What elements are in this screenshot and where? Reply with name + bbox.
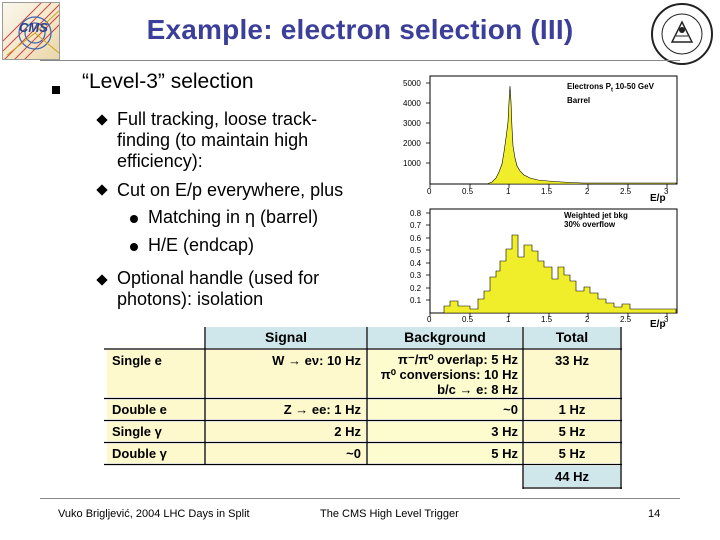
signal-rate: W → eν: 10 Hz — [272, 353, 361, 368]
col-header-signal: Signal — [264, 329, 307, 345]
row-label: Single γ — [112, 424, 162, 439]
signal-rate: 2 Hz — [334, 424, 361, 439]
x-tick-label: 0 — [427, 187, 432, 196]
bullet-line: finding (to maintain high — [117, 130, 309, 150]
plot-bottom-annotation — [564, 211, 628, 229]
x-tick-label: 2 — [585, 187, 590, 196]
x-tick-label: 2.5 — [620, 187, 632, 196]
row-label: Single e — [112, 353, 162, 368]
bullet-line: photons): isolation — [117, 289, 264, 309]
x-tick-label: 2.5 — [620, 315, 632, 324]
diamond-bullet-icon — [96, 184, 107, 195]
total-rate: 5 Hz — [558, 424, 586, 439]
rate-table — [104, 327, 622, 489]
diamond-bullet-icon — [96, 114, 107, 125]
ep-histogram-jet-background-svg — [392, 205, 682, 333]
y-tick-label: 4000 — [403, 99, 421, 108]
ep-histogram-jet-background — [392, 205, 682, 333]
y-tick-label: 5000 — [403, 79, 421, 88]
x-tick-label: 1 — [506, 315, 511, 324]
diamond-bullet-icon — [96, 274, 107, 285]
footer-author: Vuko Brigljević, 2004 LHC Days in Split — [58, 508, 250, 520]
plot-bottom-x-axis-title: E/p — [650, 319, 666, 330]
y-tick-label: 0.4 — [410, 259, 422, 268]
total-rate: 33 Hz — [555, 353, 589, 368]
background-line: π⁻/π⁰ overlap: 5 Hz — [397, 352, 518, 367]
y-tick-label: 3000 — [403, 119, 421, 128]
bullet-cut-ep — [117, 180, 372, 201]
plot-top-annotation — [567, 82, 654, 105]
x-tick-label: 0.5 — [462, 187, 474, 196]
slide-title: Example: electron selection (III) — [146, 14, 574, 45]
x-tick-label: 3 — [664, 187, 669, 196]
x-tick-label: 1.5 — [541, 187, 553, 196]
x-tick-label: 1.5 — [541, 315, 553, 324]
y-tick-label: 0.3 — [410, 271, 422, 280]
y-tick-label: 0.5 — [410, 246, 422, 255]
y-tick-label: 2000 — [403, 139, 421, 148]
row-label: Double γ — [112, 446, 167, 461]
round-bullet-icon — [130, 243, 138, 251]
x-tick-label: 3 — [664, 315, 669, 324]
background-rate: 5 Hz — [491, 446, 518, 461]
bullet-matching-eta: Matching in η (barrel) — [148, 207, 319, 227]
total-rate: 1 Hz — [558, 402, 586, 417]
col-header-background: Background — [404, 329, 486, 345]
y-tick-label: 0.8 — [410, 209, 422, 218]
background-rate: 3 Hz — [491, 424, 518, 439]
background-line: b/c → e: 8 Hz — [437, 382, 518, 397]
bullet-line: Cut on E/p everywhere, plus — [117, 180, 344, 200]
signal-rate: Z → ee: 1 Hz — [283, 402, 361, 417]
plot-top-annotation-line: Barrel — [567, 95, 591, 105]
total-rate: 5 Hz — [558, 446, 586, 461]
square-bullet-icon — [52, 86, 60, 94]
bullet-main: “Level-3” selection — [82, 70, 254, 93]
round-bullet-icon — [130, 215, 138, 223]
background-rate: ~0 — [503, 402, 518, 417]
cms-logo-text: CMS — [19, 20, 48, 35]
background-line: π⁰ conversions: 10 Hz — [380, 367, 518, 382]
y-tick-label: 0.6 — [410, 234, 422, 243]
y-tick-label: 0.1 — [410, 296, 422, 305]
bullet-line: Optional handle (used for — [117, 268, 320, 288]
x-tick-label: 0 — [427, 315, 432, 324]
footer-divider — [40, 498, 680, 499]
x-tick-label: 0.5 — [462, 315, 474, 324]
bullet-full-tracking — [117, 109, 372, 172]
bullet-isolation — [117, 268, 372, 310]
y-tick-label: 0.7 — [410, 221, 422, 230]
plot-bottom-annotation-line: Weighted jet bkg — [564, 211, 628, 220]
grand-total-rate: 44 Hz — [555, 469, 589, 484]
signal-rate: ~0 — [346, 446, 361, 461]
plot-top-annotation-line: Electrons P — [567, 82, 612, 91]
ep-histogram-electrons — [392, 72, 682, 204]
plot-top-x-axis-title: E/p — [650, 193, 666, 204]
bullet-line: efficiency): — [117, 151, 203, 171]
plot-top-annotation-sub: t — [611, 87, 614, 94]
page-number: 14 — [648, 508, 661, 520]
plot-bottom-annotation-line: 30% overflow — [564, 220, 616, 229]
background-rate — [368, 352, 518, 397]
y-tick-label: 1000 — [403, 159, 421, 168]
y-tick-label: 0.2 — [410, 284, 422, 293]
bullet-he-endcap: H/E (endcap) — [148, 235, 255, 255]
x-tick-label: 1 — [506, 187, 511, 196]
footer-talk-title: The CMS High Level Trigger — [320, 508, 459, 520]
bullet-line: Full tracking, loose track- — [117, 109, 318, 129]
title-divider — [40, 60, 680, 61]
plot-top-annotation-line: 10-50 GeV — [613, 82, 654, 91]
col-header-total: Total — [555, 329, 589, 345]
x-tick-label: 2 — [585, 315, 590, 324]
row-label: Double e — [112, 402, 167, 417]
